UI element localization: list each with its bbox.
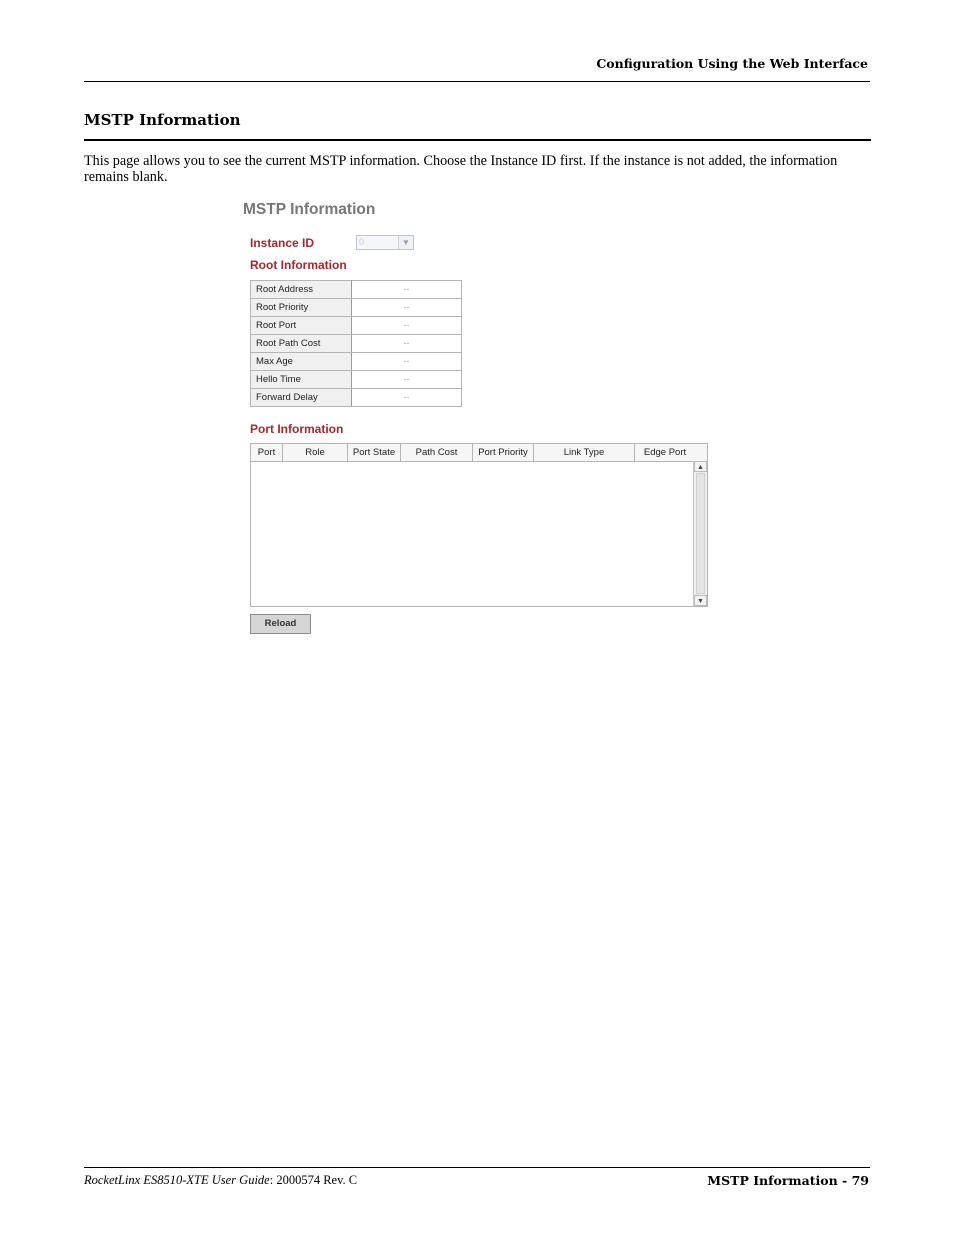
root-value: -- — [352, 299, 462, 317]
port-information-label: Port Information — [250, 422, 344, 436]
col-role[interactable]: Role — [283, 444, 348, 461]
table-row — [251, 335, 462, 353]
col-path-cost[interactable]: Path Cost — [401, 444, 473, 461]
instance-id-label: Instance ID — [250, 236, 315, 250]
port-information-table — [250, 443, 708, 607]
table-row — [251, 353, 462, 371]
running-header: Configuration Using the Web Interface — [596, 56, 868, 71]
guide-title: RocketLinx ES8510-XTE User Guide — [84, 1173, 270, 1187]
col-port-priority[interactable]: Port Priority — [473, 444, 534, 461]
root-value: -- — [352, 317, 462, 335]
root-value: -- — [352, 335, 462, 353]
scroll-track[interactable] — [696, 473, 705, 594]
col-port[interactable]: Port — [251, 444, 283, 461]
root-value: -- — [352, 389, 462, 407]
reload-button[interactable]: Reload — [250, 614, 311, 634]
root-information-label: Root Information — [250, 258, 347, 272]
chevron-down-icon[interactable]: ▼ — [398, 236, 413, 249]
col-link-type[interactable]: Link Type — [534, 444, 635, 461]
section-rule — [84, 139, 871, 141]
root-key: Root Port — [251, 317, 352, 335]
col-port-state[interactable]: Port State — [348, 444, 401, 461]
instance-id-select[interactable] — [356, 235, 414, 250]
page-number-label: MSTP Information - 79 — [707, 1173, 869, 1188]
root-key: Hello Time — [251, 371, 352, 389]
header-rule — [84, 81, 870, 82]
table-row — [251, 317, 462, 335]
root-key: Root Path Cost — [251, 335, 352, 353]
table-row — [251, 299, 462, 317]
footer-guide — [84, 1173, 357, 1188]
scroll-down-icon[interactable]: ▼ — [694, 595, 707, 606]
col-edge-port[interactable]: Edge Port — [643, 447, 687, 458]
root-value: -- — [352, 353, 462, 371]
root-key: Root Priority — [251, 299, 352, 317]
instance-id-value: 0 — [359, 237, 365, 247]
table-row — [251, 389, 462, 407]
root-key: Root Address — [251, 281, 352, 299]
table-row — [251, 281, 462, 299]
root-value: -- — [352, 281, 462, 299]
root-key: Forward Delay — [251, 389, 352, 407]
port-table-header — [251, 444, 707, 462]
root-value: -- — [352, 371, 462, 389]
intro-paragraph: This page allows you to see the current MSTP information. Choose the Instance ID first. If the instance is not added, the information remains blank. — [84, 153, 838, 185]
table-row — [251, 371, 462, 389]
mstp-information-screenshot — [240, 196, 720, 646]
section-title: MSTP Information — [84, 111, 241, 129]
scroll-up-icon[interactable]: ▲ — [694, 461, 707, 472]
root-key: Max Age — [251, 353, 352, 371]
root-information-table — [250, 280, 462, 407]
doc-number: : 2000574 Rev. C — [269, 1173, 358, 1187]
ui-page-title: MSTP Information — [243, 201, 376, 218]
footer-rule — [84, 1167, 870, 1168]
port-table-scrollbar[interactable] — [693, 461, 707, 606]
